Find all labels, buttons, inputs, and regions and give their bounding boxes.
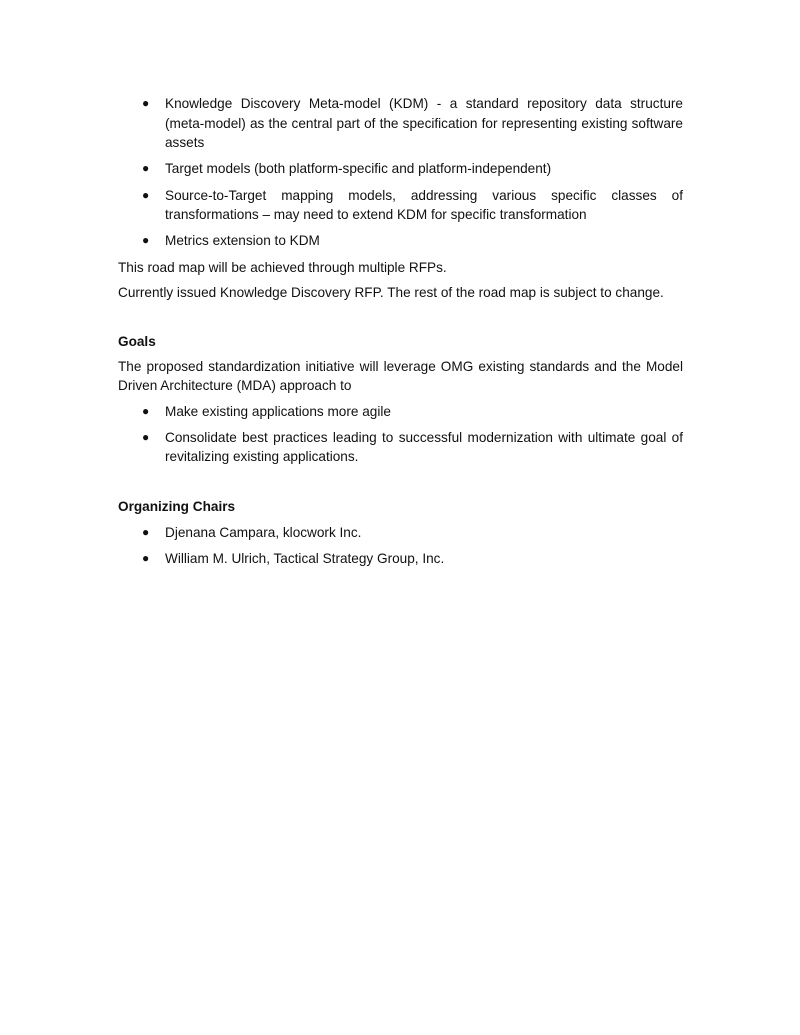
goals-heading: Goals [118,333,156,349]
list-item [118,402,683,422]
list-item-text: Knowledge Discovery Meta-model (KDM) - a standard repository data structure (meta-model) as the central part of the specification for representing existing software assets [165,96,683,151]
roadmap-paragraph: This road map will be achieved through multiple RFPs. [118,259,447,275]
list-item-text: Source-to-Target mapping models, addressing various specific classes of transformations – may need to extend KDM for specific transformation [165,187,683,223]
roadmap-list [118,94,683,251]
list-item [118,186,683,225]
list-item-text: Metrics extension to KDM [165,233,320,249]
list-item-text: Consolidate best practices leading to successful modernization with ultimate goal of revitalizing existing applications. [165,429,683,465]
list-item [118,428,683,467]
list-item-text: Djenana Campara, klocwork Inc. [165,524,362,540]
bullet-icon: ● [142,524,150,539]
list-item [118,231,683,251]
section-spacer [118,308,683,332]
goals-intro: The proposed standardization initiative will leverage OMG existing standards and the Model Driven Architecture (MDA) approach to [118,358,683,394]
list-item [118,159,683,179]
bullet-icon: ● [142,233,150,248]
list-item [118,549,683,569]
goals-list [118,402,683,467]
document-page [118,94,683,575]
list-item [118,523,683,543]
bullet-icon: ● [142,161,150,176]
bullet-icon: ● [142,403,150,418]
bullet-icon: ● [142,429,150,444]
bullet-icon: ● [142,550,150,565]
list-item-text: Target models (both platform-specific and platform-independent) [165,161,552,177]
section-spacer [118,473,683,497]
list-item [118,94,683,153]
chairs-list [118,523,683,569]
bullet-icon: ● [142,187,150,202]
list-item-text: Make existing applications more agile [165,403,391,419]
chairs-heading: Organizing Chairs [118,499,236,515]
current-rfp-paragraph: Currently issued Knowledge Discovery RFP. The rest of the road map is subject to change. [118,284,664,300]
bullet-icon: ● [142,96,150,110]
list-item-text: William M. Ulrich, Tactical Strategy Group, Inc. [165,550,445,566]
